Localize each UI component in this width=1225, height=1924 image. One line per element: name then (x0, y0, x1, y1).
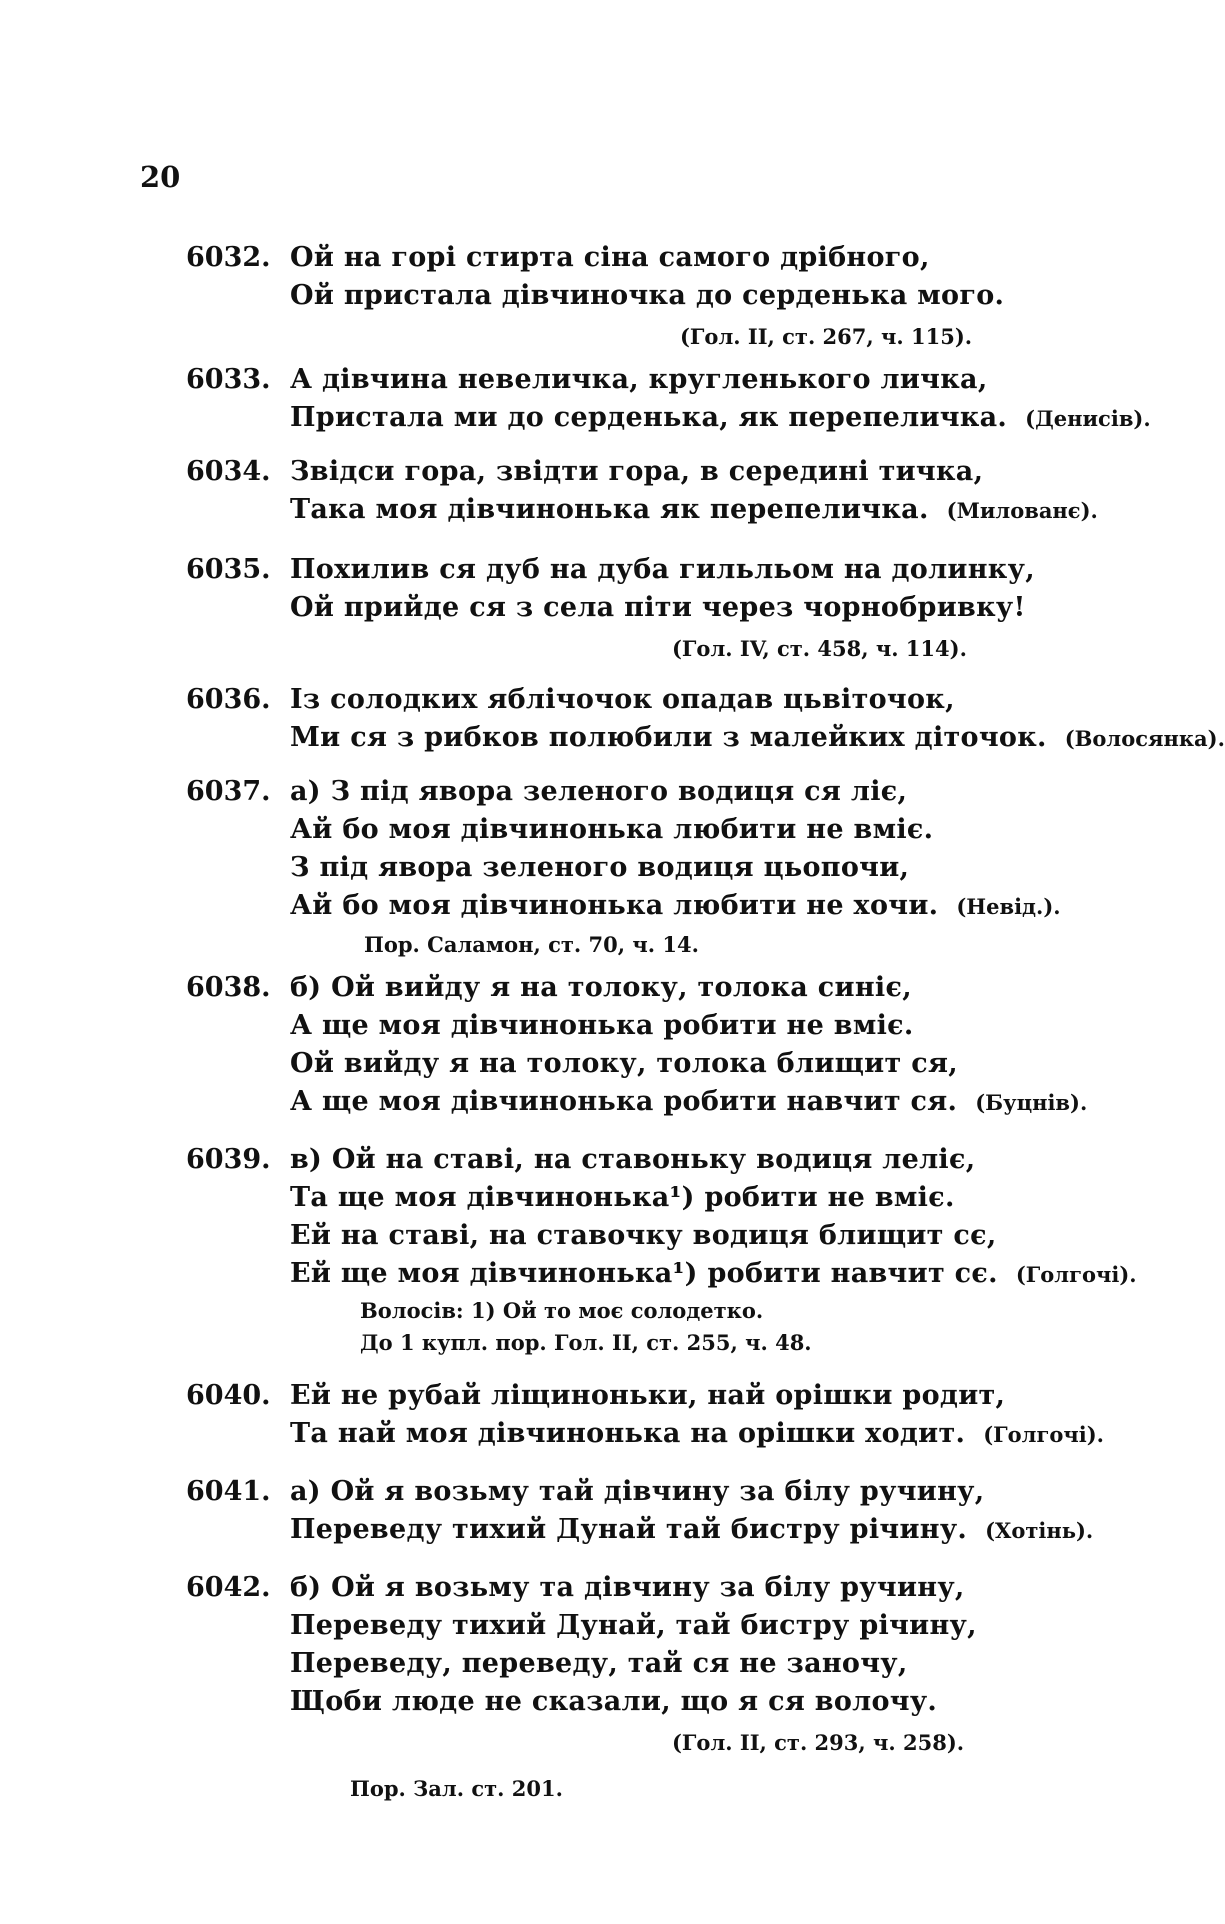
place-name: (Милованє). (946, 498, 1098, 523)
song-number: 6040. (186, 1380, 271, 1411)
verse-line: Щоби люде не сказали, що я ся волочу. (290, 1686, 938, 1717)
place-name: (Денисів). (1025, 406, 1151, 431)
verse-line: Ой пристала дівчиночка до серденька мого. (290, 280, 1005, 311)
page-number: 20 (140, 160, 181, 194)
song-number: 6034. (186, 456, 271, 487)
footnote: До 1 купл. пор. Гол. II, ст. 255, ч. 48. (360, 1330, 812, 1355)
song-number: 6042. (186, 1572, 271, 1603)
song-number: 6037. (186, 776, 271, 807)
place-name: (Хотінь). (985, 1518, 1094, 1543)
verse-text: Переведу тихий Дунай тай бистру річину. (290, 1514, 968, 1545)
verse-line (290, 886, 1061, 927)
verse-line: А ще моя дівчинонька робити не вміє. (290, 1010, 914, 1041)
song-number: 6032. (186, 242, 271, 273)
verse-line: в) Ой на ставі, на ставоньку водиця леліє, (290, 1144, 976, 1175)
footnote: Пор. Саламон, ст. 70, ч. 14. (364, 932, 699, 957)
verse-text: Ай бо моя дівчинонька любити не хочи. (290, 890, 939, 921)
place-name: (Невід.). (956, 894, 1061, 919)
footnote: Волосів: 1) Ой то моє солодетко. (360, 1298, 764, 1323)
verse-line: б) Ой вийду я на толоку, толока синіє, (290, 972, 912, 1003)
verse-text: Така моя дівчинонька як перепеличка. (290, 494, 929, 525)
verse-text: Та най моя дівчинонька на орішки ходит. (290, 1418, 966, 1449)
verse-line: Ей на ставі, на ставочку водиця блищит сє, (290, 1220, 997, 1251)
song-number: 6038. (186, 972, 271, 1003)
verse-line (290, 1082, 1087, 1123)
verse-line: Ой на горі стирта сіна самого дрібного, (290, 242, 930, 273)
song-number: 6033. (186, 364, 271, 395)
verse-line (290, 1414, 1104, 1455)
verse-line: б) Ой я возьму та дівчину за білу ручину, (290, 1572, 965, 1603)
song-number: 6041. (186, 1476, 271, 1507)
place-name: (Буцнів). (975, 1090, 1088, 1115)
footnote: Пор. Зал. ст. 201. (350, 1776, 563, 1801)
verse-line: З під явора зеленого водиця цьопочи, (290, 852, 910, 883)
verse-line (290, 490, 1098, 531)
verse-line: Звідси гора, звідти гора, в середині тичка, (290, 456, 984, 487)
verse-text: Ми ся з рибков полюбили з малейких діточок. (290, 722, 1047, 753)
verse-line: Переведу тихий Дунай, тай бистру річину, (290, 1610, 977, 1641)
place-name: (Волосянка). (1064, 726, 1225, 751)
source-reference: (Гол. IV, ст. 458, ч. 114). (672, 636, 967, 661)
verse-line: а) З під явора зеленого водиця ся ліє, (290, 776, 908, 807)
verse-line: Ай бо моя дівчинонька любити не вміє. (290, 814, 934, 845)
verse-line: Ой вийду я на толоку, толока блищит ся, (290, 1048, 958, 1079)
verse-line: Із солодких яблічочок опадав цьвіточок, (290, 684, 955, 715)
verse-line: Переведу, переведу, тай ся не заночу, (290, 1648, 908, 1679)
place-name: (Голгочі). (1015, 1262, 1137, 1287)
song-number: 6036. (186, 684, 271, 715)
verse-text: А ще моя дівчинонька робити навчит ся. (290, 1086, 958, 1117)
verse-line (290, 1510, 1093, 1551)
verse-text: Ей ще моя дівчинонька¹) робити навчит сє. (290, 1258, 998, 1289)
song-number: 6039. (186, 1144, 271, 1175)
verse-text: Пристала ми до серденька, як перепеличка. (290, 402, 1008, 433)
verse-line: Ой прийде ся з села піти через чорнобривку! (290, 592, 1026, 623)
song-number: 6035. (186, 554, 271, 585)
verse-line: Похилив ся дуб на дуба гильльом на долинку, (290, 554, 1035, 585)
verse-line: А дівчина невеличка, кругленького личка, (290, 364, 988, 395)
verse-line: а) Ой я возьму тай дівчину за білу ручину, (290, 1476, 985, 1507)
verse-line: Ей не рубай ліщиноньки, най орішки родит, (290, 1380, 1006, 1411)
place-name: (Голгочі). (983, 1422, 1104, 1447)
verse-line (290, 398, 1151, 439)
verse-line: Та ще моя дівчинонька¹) робити не вміє. (290, 1182, 955, 1213)
source-reference: (Гол. II, ст. 267, ч. 115). (680, 324, 973, 349)
verse-line (290, 718, 1225, 759)
verse-line (290, 1254, 1137, 1295)
source-reference: (Гол. II, ст. 293, ч. 258). (672, 1730, 965, 1755)
